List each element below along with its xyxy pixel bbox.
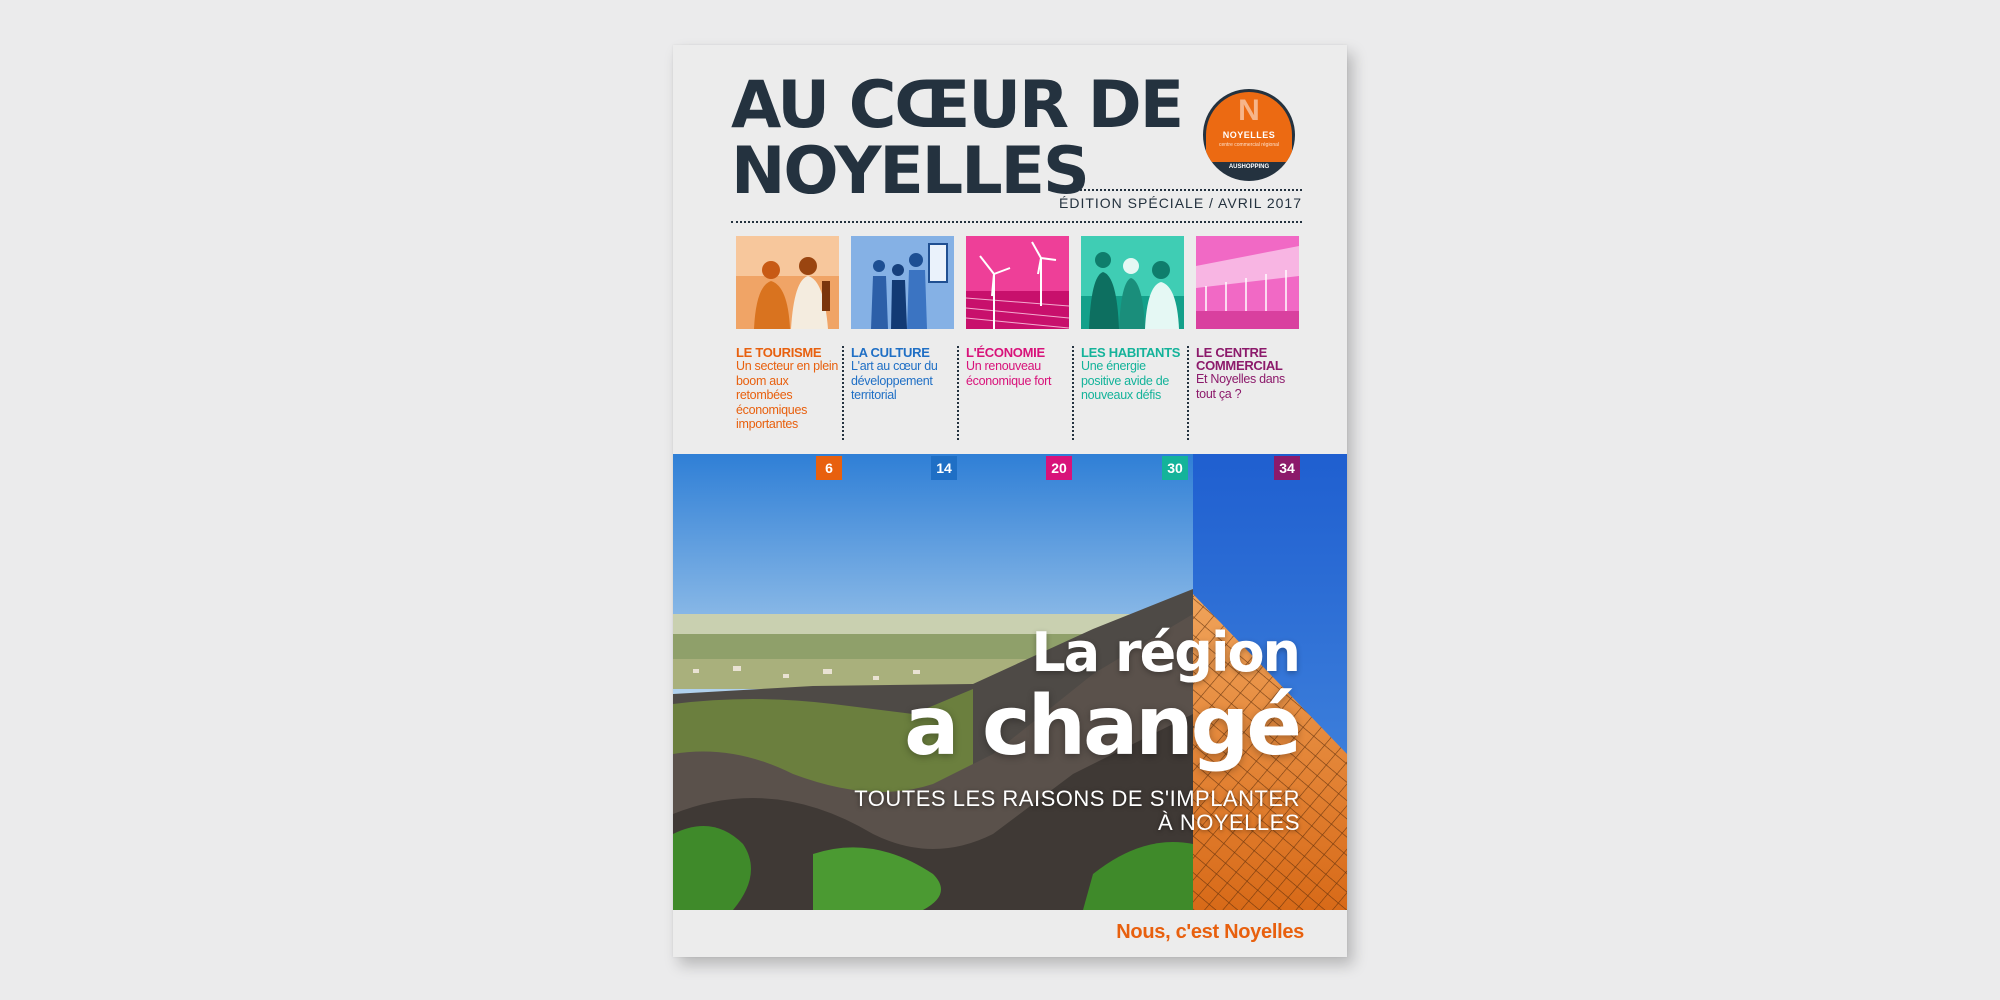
- header-divider: [731, 221, 1302, 223]
- page-number-culture: 14: [931, 456, 957, 480]
- section-culture-text: L'art au cœur du développement territorial: [851, 359, 938, 402]
- title-line-1: AU CŒUR DE: [731, 68, 1183, 143]
- section-economy-heading: L'ÉCONOMIE: [966, 345, 1045, 360]
- edition-top-rule: [1080, 189, 1302, 191]
- section-separator: [842, 346, 844, 440]
- section-shopping-heading: LE CENTRE COMMERCIAL: [1196, 345, 1283, 373]
- section-economy-text: Un renouveau économique fort: [966, 359, 1052, 388]
- section-tourism-text: Un secteur en plein boom aux retombées économiques importantes: [736, 359, 839, 431]
- subheadline-line-1: TOUTES LES RAISONS DE S'IMPLANTER: [854, 786, 1300, 811]
- section-culture-heading: LA CULTURE: [851, 345, 930, 360]
- residents-thumbnail: [1081, 236, 1184, 329]
- shopping-centre-thumbnail: [1196, 236, 1299, 329]
- section-residents-heading: LES HABITANTS: [1081, 345, 1181, 360]
- culture-thumbnail: [851, 236, 954, 329]
- page-number-tourism: 6: [816, 456, 842, 480]
- magazine-cover: [673, 45, 1347, 957]
- noyelles-logo: [1203, 89, 1295, 181]
- section-separator: [957, 346, 959, 440]
- subheadline: [854, 787, 1300, 835]
- section-residents-text: Une énergie positive avide de nouveaux défis: [1081, 359, 1170, 402]
- section-economy: [966, 346, 1072, 388]
- section-separator: [1187, 346, 1189, 440]
- section-shopping: [1196, 346, 1302, 401]
- section-shopping-text: Et Noyelles dans tout ça ?: [1196, 372, 1285, 401]
- title-line-2: NOYELLES: [731, 134, 1088, 209]
- section-tourism: [736, 346, 842, 432]
- section-separator: [1072, 346, 1074, 440]
- headline-line-2: a changé: [904, 679, 1299, 774]
- tourism-thumbnail: [736, 236, 839, 329]
- tagline: Nous, c'est Noyelles: [1116, 921, 1304, 943]
- section-culture: [851, 346, 957, 403]
- economy-thumbnail: [966, 236, 1069, 329]
- logo-subtitle: centre commercial régional: [1218, 142, 1280, 148]
- logo-sponsor: AUSHOPPING: [1228, 164, 1270, 170]
- logo-brand: NOYELLES: [1222, 130, 1276, 140]
- magazine-title: [731, 68, 1183, 209]
- headline-line-1: La région: [1031, 621, 1299, 684]
- page-number-residents: 30: [1162, 456, 1188, 480]
- subheadline-line-2: À NOYELLES: [1158, 810, 1300, 835]
- logo-mark: N: [1238, 94, 1260, 127]
- section-residents: [1081, 346, 1187, 403]
- page-number-shopping: 34: [1274, 456, 1300, 480]
- section-tourism-heading: LE TOURISME: [736, 345, 822, 360]
- edition-label: ÉDITION SPÉCIALE / AVRIL 2017: [1059, 195, 1302, 211]
- page-number-economy: 20: [1046, 456, 1072, 480]
